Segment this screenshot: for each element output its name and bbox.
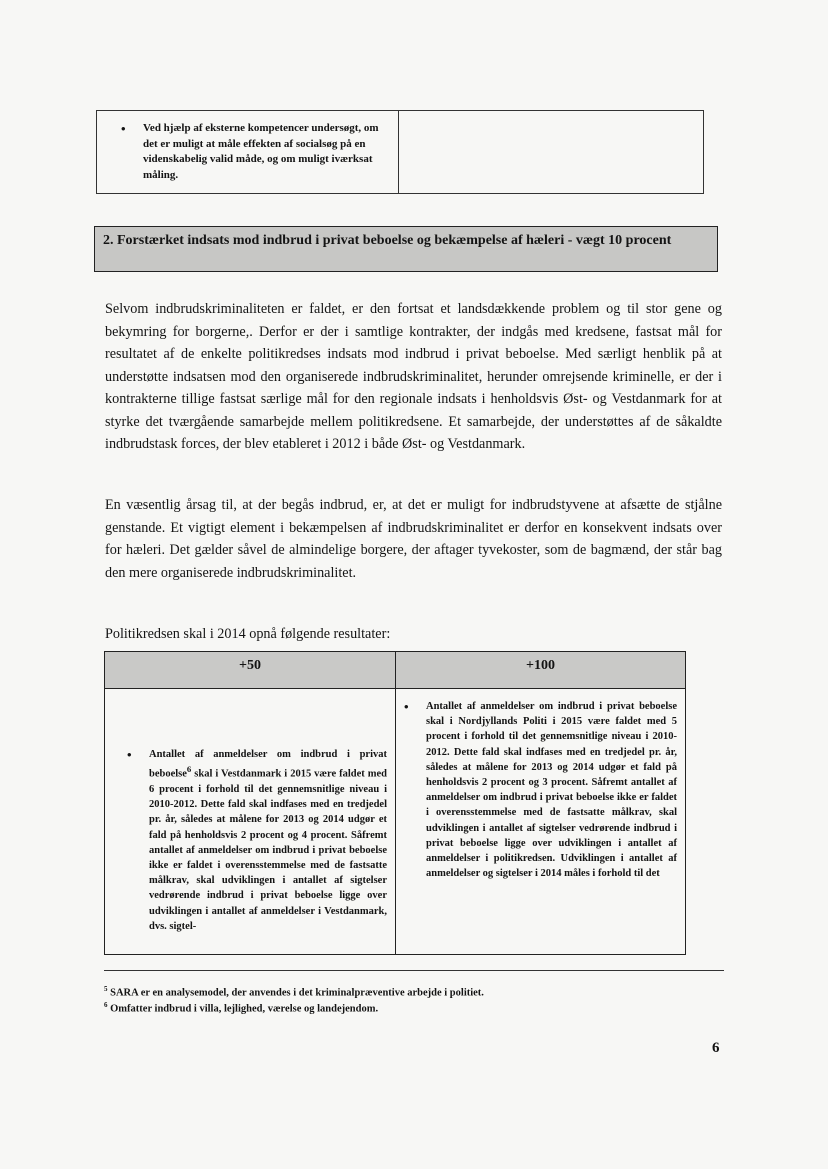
results-body-left [105, 689, 395, 954]
body-paragraph-2: En væsentlig årsag til, at der begås indbrud, er, at det er muligt for indbrudstyvene at afsætte de stjålne genstande. Et vigtigt element i bekæmpelsen af indbrudskriminalitet er derfor en konsekvent indsats over for hæleri. Det gælder såvel de almindelige borgere, der aftager tyvekoster, som de bagmænd, der står bag den mere organiserede indbrudskriminalitet. [105, 497, 722, 581]
results-bullet-left-rest: skal i Vestdanmark i 2015 være faldet med 6 procent i forhold til det gennemsnitlige niveau i 2010-2012. Dette fald skal indfases med en tredjedel pr. år, således at målene for 2013 og 2014 udgør et fald på henholdsvis 2 procent og 4 procent. Såfremt antallet af anmeldelser om indbrud i privat beboelse ikke er faldet i overensstemmelse med de fastsatte målkrav, skal udviklingen i antallet af sigtelser vedrørende indbrud i privat beboelse ligge over udviklingen i antallet af anmeldelser i Vestdanmark, dvs. sigtel- [149, 768, 387, 932]
results-column-left [105, 652, 395, 954]
footnote-text: SARA er en analysemodel, der anvendes i det kriminalpræventive arbejde i politiet. [110, 987, 484, 999]
continuation-bullet-list [115, 121, 390, 183]
results-bullet-left [149, 747, 387, 934]
continuation-bullet: • Ved hjælp af eksterne kompetencer undersøgt, om det er muligt at måle effekten af socialsøg på en videnskabelig valid måde, og om muligt iværksat måling. [143, 121, 390, 183]
footnote-number: 6 [104, 1001, 108, 1009]
results-header-right: +100 [396, 652, 685, 689]
footnote-number: 5 [104, 985, 108, 993]
results-body-right [396, 689, 685, 954]
continuation-table [96, 110, 704, 194]
results-bullet-left-start: Antallet af anmeldelser om indbrud i privat beboelse [149, 749, 387, 780]
results-header-left: +50 [105, 652, 395, 689]
continuation-table-right-cell [399, 111, 703, 193]
results-intro: Politikredsen skal i 2014 opnå følgende resultater: [105, 626, 391, 642]
section-heading: 2. Forstærket indsats mod indbrud i privat beboelse og bekæmpelse af hæleri - vægt 10 procent [94, 226, 718, 272]
page-number: 6 [712, 1040, 720, 1056]
footnote-5 [104, 985, 484, 999]
footnote-divider [104, 970, 724, 971]
results-bullet-right: • Antallet af anmeldelser om indbrud i privat beboelse skal i Nordjyllands Politi i 2015 være faldet med 5 procent i forhold til det gennemsnitlige niveau i 2010-2012. Dette fald skal indfases med en tredjedel pr. år, således at målene for 2013 og 2014 udgør et fald på henholdsvis 2 procent og 3 procent. Såfremt antallet af anmeldelser om indbrud i privat beboelse ikke er faldet i overensstemmelse med de fastsatte målkrav, skal udviklingen i antallet af sigtelser vedrørende indbrud i privat beboelse ligge over udviklingen i antallet af anmeldelser i politikredsen. Udviklingen i antallet af anmeldelser og sigtelser i 2014 måles i forhold til det [426, 699, 677, 881]
results-column-right [395, 652, 685, 954]
footnote-6 [104, 1001, 378, 1015]
body-paragraph-1: Selvom indbrudskriminaliteten er faldet, er den fortsat et landsdækkende problem og til stor gene og bekymring for borgerne,. Derfor er der i samtlige kontrakter, der indgås med kredsene, fastsat mål for resultatet af de enkelte politikredses indsats mod indbrud i privat beboelse. Med særligt henblik på at understøtte indsatsen mod den organiserede indbrudskriminalitet, herunder omrejsende kriminelle, er der i kontrakterne tillige fastsat særlige mål for den regionale indsats i henholdsvis Øst- og Vestdanmark for at styrke det tværgående samarbejde mellem politikredsene. Et samarbejde, der understøttes af de såkaldte indbrudstask forces, der blev etableret i 2012 i både Øst- og Vestdanmark. [105, 301, 722, 452]
footnote-ref-6: 6 [186, 764, 192, 775]
results-table [104, 651, 686, 955]
continuation-table-left-cell [97, 111, 399, 193]
footnote-text: Omfatter indbrud i villa, lejlighed, værelse og landejendom. [110, 1003, 379, 1015]
